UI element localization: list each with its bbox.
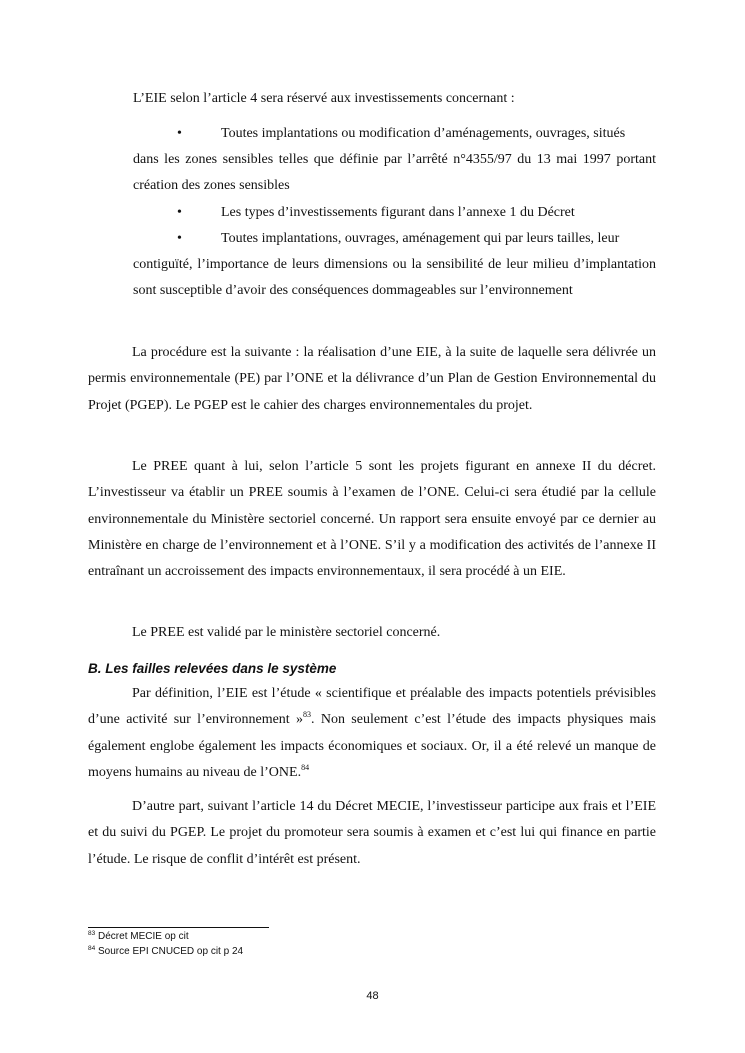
bullet-item-3 bbox=[133, 226, 656, 252]
definition-paragraph: Par définition, l’EIE est l’étude « scientifique et préalable des impacts potentiels prévisibles d’une activité sur l’environnement »$^{83}$. Non seulement c’est l’étude des impacts physiques mais également englobe également les impacts économiques et sociaux. Or, il a été relevé un manque de moyens humains au niveau de l’ONE.$^{84}$ bbox=[88, 686, 656, 780]
footnote-83: $^{83}$ Décret MECIE op cit bbox=[88, 930, 189, 942]
bullet-item-3-continuation: contiguïté, l’importance de leurs dimensions ou la sensibilité de leur milieu d’implantation sont susceptible d’avoir des conséquences dommageables sur l’environnement bbox=[133, 257, 656, 299]
article14-paragraph: D’autre part, suivant l’article 14 du Décret MECIE, l’investisseur participe aux frais et l’EIE et du suivi du PGEP. Le projet du promoteur sera soumis à examen et c’est lui qui finance en partie l’étude. Le risque de conflit d’intérêt est présent. bbox=[88, 799, 656, 867]
bullet-item-2 bbox=[133, 200, 656, 226]
bullet-item-3-first-line: Toutes implantations, ouvrages, aménagement qui par leurs tailles, leur bbox=[221, 231, 620, 246]
pree-validation-paragraph: Le PREE est validé par le ministère sectoriel concerné. bbox=[132, 625, 441, 640]
intro-paragraph: L’EIE selon l’article 4 sera réservé aux investissements concernant : bbox=[133, 91, 515, 106]
bullet-icon: • bbox=[177, 205, 182, 220]
page-number: 48 bbox=[366, 990, 379, 1002]
footnote-ref-84[interactable]: 84 bbox=[301, 762, 310, 772]
bullet-icon: • bbox=[177, 126, 182, 141]
bullet-item-2-first-line: Les types d’investissements figurant dans l’annexe 1 du Décret bbox=[221, 205, 575, 220]
bullet-item-1-first-line: Toutes implantations ou modification d’aménagements, ouvrages, situés bbox=[221, 126, 626, 141]
procedure-paragraph: La procédure est la suivante : la réalisation d’une EIE, à la suite de laquelle sera délivrée un permis environnementale (PE) par l’ONE et la délivrance d’un Plan de Gestion Environnemental du Projet (PGEP). Le PGEP est le cahier des charges environnementales du projet. bbox=[88, 345, 656, 413]
footnote-divider bbox=[88, 927, 269, 928]
bullet-icon: • bbox=[177, 231, 182, 246]
bullet-item-1-continuation: dans les zones sensibles telles que définie par l’arrêté n°4355/97 du 13 mai 1997 portant création des zones sensibles bbox=[133, 152, 656, 194]
footnote-84: $^{84}$ Source EPI CNUCED op cit p 24 bbox=[88, 945, 244, 957]
footnote-ref-83[interactable]: 83 bbox=[303, 710, 312, 720]
pree-paragraph: Le PREE quant à lui, selon l’article 5 sont les projets figurant en annexe II du décret. L’investisseur va établir un PREE soumis à l’examen de l’ONE. Celui-ci sera étudié par la cellule environnementale du Ministère sectoriel concerné. Un rapport sera ensuite envoyé par ce dernier au Ministère en charge de l’environnement et à l’ONE. S’il y a modification des activités de l’annexe II entraînant un accroissement des impacts environnementaux, il sera procédé à un EIE. bbox=[88, 459, 656, 580]
section-heading-b: B. Les failles relevées dans le système bbox=[88, 661, 337, 676]
bullet-item-1 bbox=[133, 121, 656, 147]
